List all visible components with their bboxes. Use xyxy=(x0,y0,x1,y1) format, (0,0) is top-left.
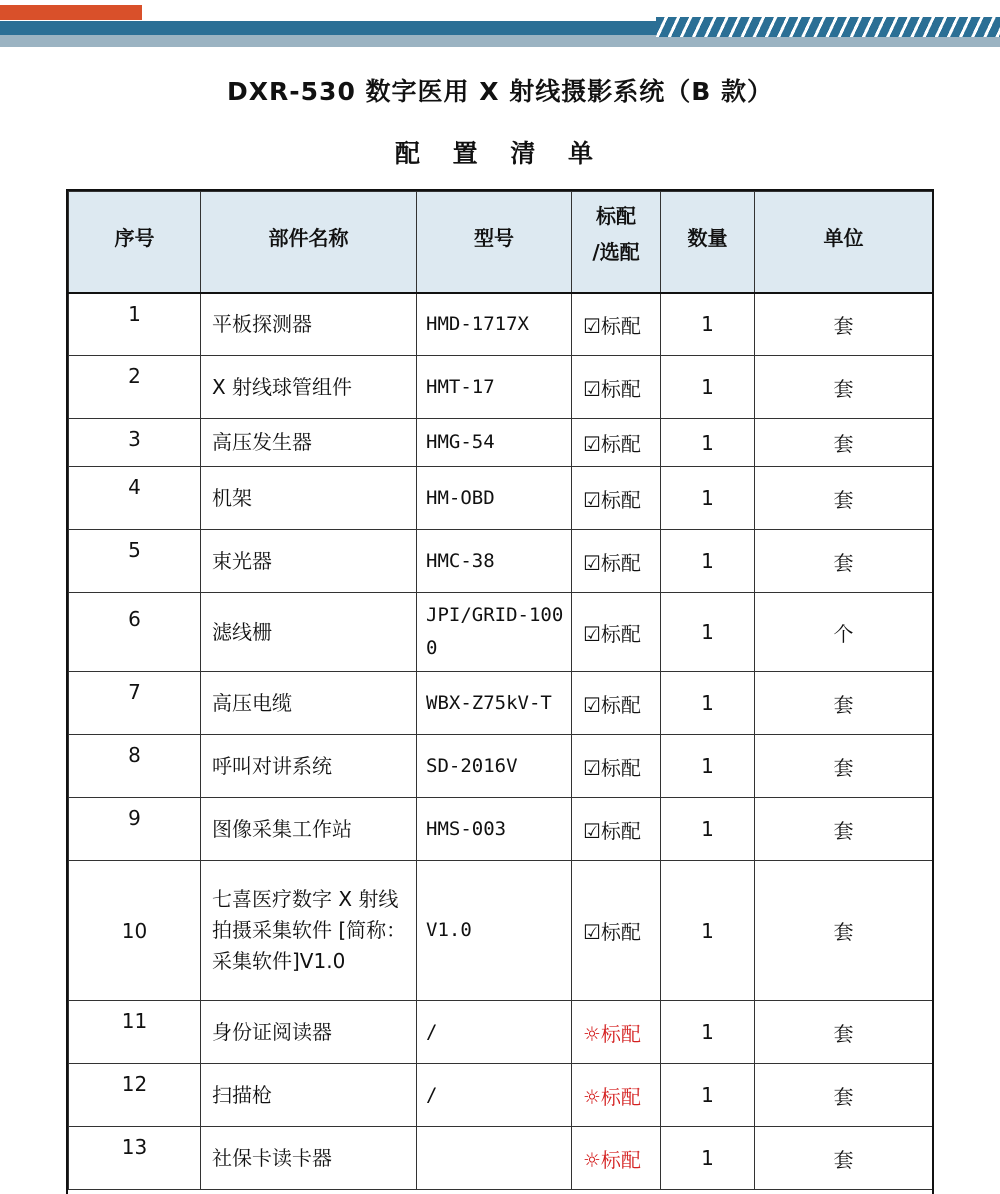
cell-model: / xyxy=(417,1064,572,1127)
cell-model: HMD-1717X xyxy=(417,293,572,356)
column-header-qty: 数量 xyxy=(661,192,755,293)
header-red-bar xyxy=(0,5,142,20)
cell-qty: 1 xyxy=(661,1127,755,1190)
cell-seq: 9 xyxy=(69,798,201,861)
cell-seq: 5 xyxy=(69,530,201,593)
cell-type: ☑标配 xyxy=(572,467,661,530)
cell-name: 扫描枪 xyxy=(201,1064,417,1127)
cell-name: 束光器 xyxy=(201,530,417,593)
cell-qty: 1 xyxy=(661,530,755,593)
cell-unit: 套 xyxy=(755,1127,933,1190)
cell-seq: 8 xyxy=(69,735,201,798)
cell-name: X 射线球管组件 xyxy=(201,356,417,419)
column-header-unit: 单位 xyxy=(755,192,933,293)
cell-qty: 1 xyxy=(661,735,755,798)
table-row xyxy=(69,530,933,593)
cell-seq: 11 xyxy=(69,1001,201,1064)
cell-qty: 1 xyxy=(661,861,755,1001)
table-row xyxy=(69,467,933,530)
cell-type: ☑标配 xyxy=(572,672,661,735)
cell-seq: 4 xyxy=(69,467,201,530)
cell-model: / xyxy=(417,1001,572,1064)
cell-name: 身份证阅读器 xyxy=(201,1001,417,1064)
cell-seq: 6 xyxy=(69,593,201,672)
cell-unit: 套 xyxy=(755,861,933,1001)
cell-name: 呼叫对讲系统 xyxy=(201,735,417,798)
cell-name: 高压发生器 xyxy=(201,419,417,467)
cell-qty: 1 xyxy=(661,1001,755,1064)
table-row xyxy=(69,293,933,356)
table-row xyxy=(69,1064,933,1127)
column-header-model: 型号 xyxy=(417,192,572,293)
cell-model xyxy=(417,1127,572,1190)
column-header-type xyxy=(572,192,661,293)
cell-unit: 套 xyxy=(755,356,933,419)
cell-name: 高压电缆 xyxy=(201,672,417,735)
cell-qty: 1 xyxy=(661,356,755,419)
cell-model: HM-OBD xyxy=(417,467,572,530)
cell-unit: 套 xyxy=(755,467,933,530)
cell-qty: 1 xyxy=(661,467,755,530)
cell-qty: 1 xyxy=(661,293,755,356)
table-row xyxy=(69,672,933,735)
cell-qty: 1 xyxy=(661,798,755,861)
cell-name: 社保卡读卡器 xyxy=(201,1127,417,1190)
cell-type: ☑标配 xyxy=(572,593,661,672)
cell-type: ☑标配 xyxy=(572,530,661,593)
cell-type: ☑标配 xyxy=(572,293,661,356)
header-stripes xyxy=(656,17,1000,37)
cell-qty: 1 xyxy=(661,593,755,672)
page-subtitle: 配 置 清 单 xyxy=(394,139,606,168)
cell-unit: 套 xyxy=(755,293,933,356)
table-header-row xyxy=(69,192,933,293)
cell-unit: 套 xyxy=(755,798,933,861)
cell-type: ☑标配 xyxy=(572,419,661,467)
cell-unit: 套 xyxy=(755,1001,933,1064)
cell-type: ☑标配 xyxy=(572,356,661,419)
cell-qty: 1 xyxy=(661,672,755,735)
cell-qty: 1 xyxy=(661,1064,755,1127)
cell-name: 机架 xyxy=(201,467,417,530)
table-row xyxy=(69,593,933,672)
cell-model: WBX-Z75kV-T xyxy=(417,672,572,735)
cell-seq: 10 xyxy=(69,861,201,1001)
cell-type: ☼标配 xyxy=(572,1001,661,1064)
cell-name: 七喜医疗数字 X 射线拍摄采集软件 [简称：采集软件]V1.0 xyxy=(201,861,417,1001)
cell-type: ☑标配 xyxy=(572,798,661,861)
cell-qty: 1 xyxy=(661,419,755,467)
cell-unit: 套 xyxy=(755,1064,933,1127)
cell-model: HMT-17 xyxy=(417,356,572,419)
column-header-name: 部件名称 xyxy=(201,192,417,293)
header-decoration xyxy=(0,0,1000,50)
cell-type: ☑标配 xyxy=(572,735,661,798)
table-row xyxy=(69,735,933,798)
table-row xyxy=(69,419,933,467)
cell-unit: 套 xyxy=(755,735,933,798)
cell-name: 平板探测器 xyxy=(201,293,417,356)
table-row xyxy=(69,798,933,861)
cell-type: ☑标配 xyxy=(572,861,661,1001)
cell-type: ☼标配 xyxy=(572,1127,661,1190)
cell-unit: 套 xyxy=(755,530,933,593)
column-header-seq: 序号 xyxy=(69,192,201,293)
cell-seq: 13 xyxy=(69,1127,201,1190)
cell-unit: 套 xyxy=(755,672,933,735)
cell-seq: 12 xyxy=(69,1064,201,1127)
cell-seq: 7 xyxy=(69,672,201,735)
cell-unit: 个 xyxy=(755,593,933,672)
table-row xyxy=(69,1001,933,1064)
column-header-type-line1: 标配 xyxy=(596,204,636,228)
cell-seq: 1 xyxy=(69,293,201,356)
cell-name: 滤线栅 xyxy=(201,593,417,672)
cell-type: ☼标配 xyxy=(572,1064,661,1127)
cell-seq: 2 xyxy=(69,356,201,419)
table-row xyxy=(69,861,933,1001)
cell-model: HMS-003 xyxy=(417,798,572,861)
config-table-container xyxy=(66,189,934,1194)
cell-unit: 套 xyxy=(755,419,933,467)
column-header-type-line2: /选配 xyxy=(592,240,640,264)
cell-model: V1.0 xyxy=(417,861,572,1001)
cell-model: HMC-38 xyxy=(417,530,572,593)
cell-model: JPI/GRID-1000 xyxy=(417,593,572,672)
cell-name: 图像采集工作站 xyxy=(201,798,417,861)
table-row xyxy=(69,356,933,419)
config-table xyxy=(68,191,933,1190)
page-title: DXR-530 数字医用 X 射线摄影系统（B 款） xyxy=(227,77,773,106)
table-row xyxy=(69,1127,933,1190)
cell-model: HMG-54 xyxy=(417,419,572,467)
cell-seq: 3 xyxy=(69,419,201,467)
cell-model: SD-2016V xyxy=(417,735,572,798)
